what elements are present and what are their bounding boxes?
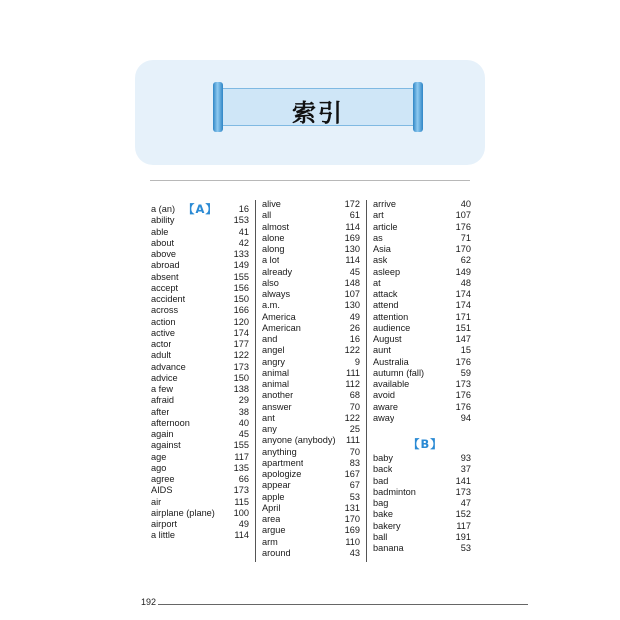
index-entry bbox=[262, 345, 360, 356]
index-word: accept bbox=[151, 282, 179, 293]
index-entry bbox=[262, 278, 360, 289]
index-page-number: 122 bbox=[233, 350, 249, 361]
index-word: bakery bbox=[373, 520, 401, 531]
index-word: a little bbox=[151, 530, 176, 541]
section-heading-a: 【A】 bbox=[183, 202, 218, 216]
index-page-number: 41 bbox=[238, 226, 249, 237]
index-entry bbox=[151, 350, 249, 361]
title-scroll bbox=[213, 82, 423, 132]
index-entry bbox=[262, 267, 360, 278]
index-page-number: 191 bbox=[455, 531, 471, 542]
index-page-number: 169 bbox=[344, 232, 360, 243]
index-entry bbox=[373, 357, 471, 368]
index-word: Australia bbox=[373, 356, 409, 367]
index-entry bbox=[373, 278, 471, 289]
index-entry bbox=[151, 204, 249, 215]
index-word: above bbox=[151, 249, 177, 259]
index-entry bbox=[151, 407, 249, 418]
index-entry bbox=[373, 379, 471, 390]
index-entry bbox=[373, 334, 471, 345]
index-page-number: 148 bbox=[344, 277, 360, 288]
index-page-number: 174 bbox=[233, 327, 249, 338]
index-entry bbox=[262, 379, 360, 390]
index-entry bbox=[373, 532, 471, 543]
index-page-number: 173 bbox=[455, 486, 471, 497]
index-word: as bbox=[373, 232, 383, 243]
index-page-number: 150 bbox=[233, 372, 249, 383]
index-entry bbox=[373, 487, 471, 498]
index-page-number: 70 bbox=[349, 401, 360, 412]
index-entry bbox=[262, 233, 360, 244]
index-entry bbox=[373, 368, 471, 379]
index-entry bbox=[151, 272, 249, 283]
index-page-number: 117 bbox=[234, 451, 249, 462]
index-word: audience bbox=[373, 322, 411, 333]
index-page-number: 48 bbox=[460, 277, 471, 288]
index-entry bbox=[151, 260, 249, 271]
index-entry bbox=[151, 283, 249, 294]
index-page-number: 62 bbox=[460, 255, 471, 266]
index-page-number: 147 bbox=[455, 334, 471, 344]
index-page-number: 174 bbox=[455, 300, 471, 311]
index-column-3 bbox=[373, 199, 471, 424]
index-entry bbox=[262, 424, 360, 435]
index-word: bag bbox=[373, 498, 389, 508]
index-page-number: 59 bbox=[460, 367, 471, 378]
index-entry bbox=[151, 249, 249, 260]
index-entry bbox=[373, 543, 471, 554]
index-word: airplane (plane) bbox=[151, 507, 215, 518]
index-page-number: 26 bbox=[349, 322, 360, 333]
index-page-number: 25 bbox=[349, 424, 360, 434]
index-page-number: 176 bbox=[455, 401, 471, 412]
index-entry bbox=[262, 368, 360, 379]
index-page-number: 61 bbox=[349, 210, 360, 221]
index-word: anyone (anybody) bbox=[262, 435, 336, 446]
index-word: age bbox=[151, 451, 167, 462]
index-page-number: 45 bbox=[238, 429, 249, 439]
index-entry bbox=[151, 238, 249, 249]
index-page-number: 42 bbox=[238, 237, 249, 248]
index-entry bbox=[373, 402, 471, 413]
index-entry bbox=[151, 429, 249, 440]
index-page-number: 53 bbox=[460, 543, 471, 553]
index-word: arm bbox=[262, 536, 278, 547]
index-entry bbox=[151, 497, 249, 508]
index-entry bbox=[262, 222, 360, 233]
index-word: appear bbox=[262, 480, 291, 491]
index-word: along bbox=[262, 244, 285, 254]
index-page-number: 155 bbox=[233, 440, 249, 451]
index-entry bbox=[151, 339, 249, 350]
index-entry bbox=[262, 447, 360, 458]
index-entry bbox=[151, 227, 249, 238]
index-word: banana bbox=[373, 543, 404, 553]
index-page-number: 141 bbox=[455, 475, 471, 486]
index-page-number: 172 bbox=[344, 199, 360, 209]
index-word: apple bbox=[262, 491, 285, 502]
index-word: anything bbox=[262, 446, 297, 457]
index-entry bbox=[373, 390, 471, 401]
index-word: answer bbox=[262, 401, 292, 412]
index-word: accident bbox=[151, 294, 186, 304]
index-entry bbox=[262, 413, 360, 424]
index-entry bbox=[151, 362, 249, 373]
index-word: always bbox=[262, 289, 291, 299]
index-word: at bbox=[373, 277, 381, 288]
index-word: ability bbox=[151, 215, 175, 226]
index-page-number: 40 bbox=[460, 199, 471, 209]
index-word: avoid bbox=[373, 390, 395, 401]
index-page-number: 176 bbox=[455, 390, 471, 401]
index-page-number: 138 bbox=[233, 384, 249, 394]
index-entry bbox=[151, 418, 249, 429]
index-page-number: 130 bbox=[344, 300, 360, 311]
footer-divider bbox=[158, 604, 528, 605]
index-page-number: 155 bbox=[233, 271, 249, 282]
index-word: animal bbox=[262, 379, 290, 389]
index-word: about bbox=[151, 237, 174, 248]
index-word: and bbox=[262, 334, 278, 344]
index-word: a lot bbox=[262, 255, 280, 266]
index-page-number: 114 bbox=[345, 255, 360, 266]
index-entry bbox=[151, 519, 249, 530]
index-entry bbox=[262, 514, 360, 525]
index-page-number: 176 bbox=[455, 221, 471, 232]
index-entry bbox=[262, 289, 360, 300]
index-word: Asia bbox=[373, 244, 391, 254]
index-word: bad bbox=[373, 475, 389, 486]
index-entry bbox=[373, 521, 471, 532]
index-page-number: 15 bbox=[460, 345, 471, 356]
index-word: bake bbox=[373, 509, 393, 520]
page-title: 索引 bbox=[292, 99, 344, 127]
index-page-number: 53 bbox=[349, 491, 360, 502]
index-page-number: 43 bbox=[349, 547, 360, 558]
index-entry bbox=[262, 492, 360, 503]
index-word: area bbox=[262, 514, 281, 524]
index-word: afternoon bbox=[151, 417, 190, 428]
header-divider bbox=[150, 180, 470, 181]
index-page-number: 169 bbox=[344, 525, 360, 536]
index-word: baby bbox=[373, 453, 393, 463]
index-entry bbox=[151, 463, 249, 474]
index-entry bbox=[262, 525, 360, 536]
index-entry bbox=[151, 474, 249, 485]
index-page-number: 38 bbox=[238, 406, 249, 417]
index-word: able bbox=[151, 226, 169, 237]
index-word: agree bbox=[151, 474, 175, 484]
index-word: art bbox=[373, 210, 384, 221]
index-word: almost bbox=[262, 221, 290, 232]
index-entry bbox=[151, 485, 249, 496]
index-page-number: 131 bbox=[344, 502, 360, 513]
index-word: advice bbox=[151, 372, 178, 383]
index-page-number: 112 bbox=[345, 379, 360, 389]
index-word: attack bbox=[373, 289, 398, 299]
index-page-number: 9 bbox=[354, 356, 360, 367]
index-page-number: 16 bbox=[349, 334, 360, 344]
index-word: air bbox=[151, 496, 162, 507]
index-entry bbox=[262, 435, 360, 446]
index-entry bbox=[373, 222, 471, 233]
index-entry bbox=[262, 537, 360, 548]
index-entry bbox=[373, 476, 471, 487]
index-entry bbox=[373, 300, 471, 311]
index-word: alive bbox=[262, 199, 281, 209]
index-word: apologize bbox=[262, 469, 302, 479]
index-word: absent bbox=[151, 271, 179, 282]
index-entry bbox=[262, 323, 360, 334]
index-entry bbox=[151, 294, 249, 305]
index-word: active bbox=[151, 327, 176, 338]
index-word: against bbox=[151, 440, 181, 451]
index-entry bbox=[373, 199, 471, 210]
index-page-number: 117 bbox=[456, 520, 471, 531]
index-page-number: 115 bbox=[234, 496, 249, 507]
index-word: ask bbox=[373, 255, 388, 266]
index-page-number: 111 bbox=[346, 435, 360, 446]
index-word: attend bbox=[373, 300, 399, 311]
index-page-number: 114 bbox=[234, 530, 249, 541]
index-entry bbox=[151, 373, 249, 384]
index-entry bbox=[151, 395, 249, 406]
index-entry bbox=[151, 440, 249, 451]
index-word: April bbox=[262, 502, 281, 513]
index-word: article bbox=[373, 221, 398, 232]
index-page-number: 49 bbox=[349, 311, 360, 322]
index-entry bbox=[373, 244, 471, 255]
index-page-number: 83 bbox=[349, 457, 360, 468]
index-entry bbox=[373, 453, 471, 464]
index-page-number: 176 bbox=[455, 356, 471, 367]
index-word: after bbox=[151, 406, 170, 417]
index-entry bbox=[373, 255, 471, 266]
index-page-number: 71 bbox=[460, 232, 471, 243]
index-entry bbox=[373, 509, 471, 520]
index-word: ant bbox=[262, 412, 275, 423]
index-word: angel bbox=[262, 345, 285, 356]
index-column-1 bbox=[151, 204, 249, 542]
index-entry bbox=[151, 317, 249, 328]
index-entry bbox=[151, 328, 249, 339]
index-entry bbox=[373, 464, 471, 475]
index-entry bbox=[262, 210, 360, 221]
index-page-number: 173 bbox=[233, 361, 249, 372]
header-banner bbox=[135, 60, 485, 165]
index-page-number: 122 bbox=[344, 412, 360, 423]
index-word: airport bbox=[151, 519, 178, 529]
index-word: away bbox=[373, 412, 395, 423]
index-entry bbox=[262, 334, 360, 345]
index-page-number: 111 bbox=[346, 367, 360, 378]
index-page-number: 40 bbox=[238, 417, 249, 428]
index-page-number: 68 bbox=[349, 390, 360, 401]
index-page-number: 152 bbox=[455, 509, 471, 520]
index-word: action bbox=[151, 316, 176, 327]
index-page-number: 66 bbox=[238, 474, 249, 484]
index-word: August bbox=[373, 334, 402, 344]
index-page-number: 130 bbox=[344, 244, 360, 254]
index-word: a.m. bbox=[262, 300, 280, 311]
index-entry bbox=[373, 413, 471, 424]
index-word: alone bbox=[262, 232, 285, 243]
index-word: aware bbox=[373, 401, 399, 412]
index-entry bbox=[373, 345, 471, 356]
index-entry bbox=[373, 323, 471, 334]
index-entry bbox=[262, 548, 360, 559]
index-word: ago bbox=[151, 462, 167, 473]
index-page-number: 150 bbox=[233, 294, 249, 304]
page-number: 192 bbox=[141, 597, 157, 607]
index-page-number: 45 bbox=[349, 266, 360, 277]
index-entry bbox=[151, 215, 249, 226]
index-page-number: 151 bbox=[455, 322, 471, 333]
index-word: actor bbox=[151, 339, 172, 349]
index-word: arrive bbox=[373, 199, 396, 209]
index-word: a (an) bbox=[151, 204, 176, 214]
index-word: America bbox=[262, 311, 296, 322]
index-entry bbox=[151, 508, 249, 519]
index-page-number: 149 bbox=[233, 260, 249, 271]
index-word: a few bbox=[151, 384, 173, 394]
index-entry bbox=[262, 199, 360, 210]
index-word: afraid bbox=[151, 395, 174, 406]
index-entry bbox=[262, 402, 360, 413]
index-word: across bbox=[151, 305, 179, 316]
index-word: AIDS bbox=[151, 485, 173, 496]
index-page-number: 133 bbox=[233, 249, 249, 259]
index-word: ball bbox=[373, 531, 388, 542]
column-divider-1 bbox=[255, 200, 256, 562]
index-entry bbox=[151, 530, 249, 541]
index-page-number: 47 bbox=[460, 498, 471, 508]
index-page-number: 174 bbox=[455, 289, 471, 299]
index-page-number: 170 bbox=[455, 244, 471, 254]
index-entry bbox=[262, 255, 360, 266]
index-entry bbox=[262, 469, 360, 480]
index-entry bbox=[262, 503, 360, 514]
index-page-number: 120 bbox=[233, 316, 249, 327]
index-entry bbox=[373, 312, 471, 323]
index-page-number: 107 bbox=[344, 289, 360, 299]
index-page-number: 173 bbox=[455, 379, 471, 389]
index-page-number: 135 bbox=[233, 462, 249, 473]
index-entry bbox=[373, 233, 471, 244]
column-divider-2 bbox=[366, 200, 367, 562]
index-word: abroad bbox=[151, 260, 180, 271]
index-page-number: 16 bbox=[238, 204, 249, 214]
index-entry bbox=[262, 480, 360, 491]
index-word: apartment bbox=[262, 457, 304, 468]
index-entry bbox=[262, 357, 360, 368]
index-page-number: 114 bbox=[345, 221, 360, 232]
index-entry bbox=[151, 452, 249, 463]
index-page-number: 171 bbox=[455, 311, 471, 322]
index-page-number: 49 bbox=[238, 519, 249, 529]
index-word: available bbox=[373, 379, 410, 389]
index-page-number: 93 bbox=[460, 453, 471, 463]
index-page-number: 153 bbox=[233, 215, 249, 226]
index-entry bbox=[373, 210, 471, 221]
index-entry bbox=[262, 244, 360, 255]
index-word: asleep bbox=[373, 266, 401, 277]
index-entry bbox=[262, 390, 360, 401]
index-page-number: 173 bbox=[233, 485, 249, 496]
index-word: another bbox=[262, 390, 294, 401]
index-word: attention bbox=[373, 311, 409, 322]
index-page-number: 100 bbox=[233, 507, 249, 518]
index-page-number: 156 bbox=[233, 282, 249, 293]
index-word: already bbox=[262, 266, 293, 277]
index-page-number: 149 bbox=[455, 266, 471, 277]
index-word: around bbox=[262, 547, 291, 558]
index-entry bbox=[373, 289, 471, 300]
index-word: animal bbox=[262, 367, 290, 378]
index-page-number: 94 bbox=[460, 412, 471, 423]
index-word: aunt bbox=[373, 345, 391, 356]
index-entry bbox=[262, 300, 360, 311]
index-column-3-b bbox=[373, 453, 471, 554]
index-page-number: 122 bbox=[344, 345, 360, 356]
index-word: all bbox=[262, 210, 272, 221]
index-word: argue bbox=[262, 525, 286, 536]
section-heading-b: 【B】 bbox=[408, 437, 443, 451]
index-entry bbox=[151, 305, 249, 316]
index-page-number: 70 bbox=[349, 446, 360, 457]
index-entry bbox=[373, 498, 471, 509]
index-page-number: 167 bbox=[344, 469, 360, 479]
index-word: advance bbox=[151, 361, 186, 372]
index-word: autumn (fall) bbox=[373, 367, 425, 378]
index-page-number: 29 bbox=[238, 395, 249, 406]
index-word: back bbox=[373, 464, 393, 475]
index-page-number: 67 bbox=[349, 480, 360, 491]
index-entry bbox=[373, 267, 471, 278]
index-word: adult bbox=[151, 350, 171, 361]
index-page-number: 37 bbox=[460, 464, 471, 475]
index-page-number: 177 bbox=[233, 339, 249, 349]
index-word: angry bbox=[262, 356, 285, 367]
index-page-number: 166 bbox=[233, 305, 249, 316]
index-entry bbox=[262, 312, 360, 323]
index-word: any bbox=[262, 424, 277, 434]
index-page-number: 107 bbox=[455, 210, 471, 221]
index-entry bbox=[151, 384, 249, 395]
index-word: American bbox=[262, 322, 301, 333]
index-word: badminton bbox=[373, 486, 416, 497]
index-entry bbox=[262, 458, 360, 469]
index-page-number: 170 bbox=[344, 514, 360, 524]
index-column-2 bbox=[262, 199, 360, 559]
index-word: again bbox=[151, 429, 174, 439]
index-word: also bbox=[262, 277, 279, 288]
index-page-number: 110 bbox=[345, 536, 360, 547]
